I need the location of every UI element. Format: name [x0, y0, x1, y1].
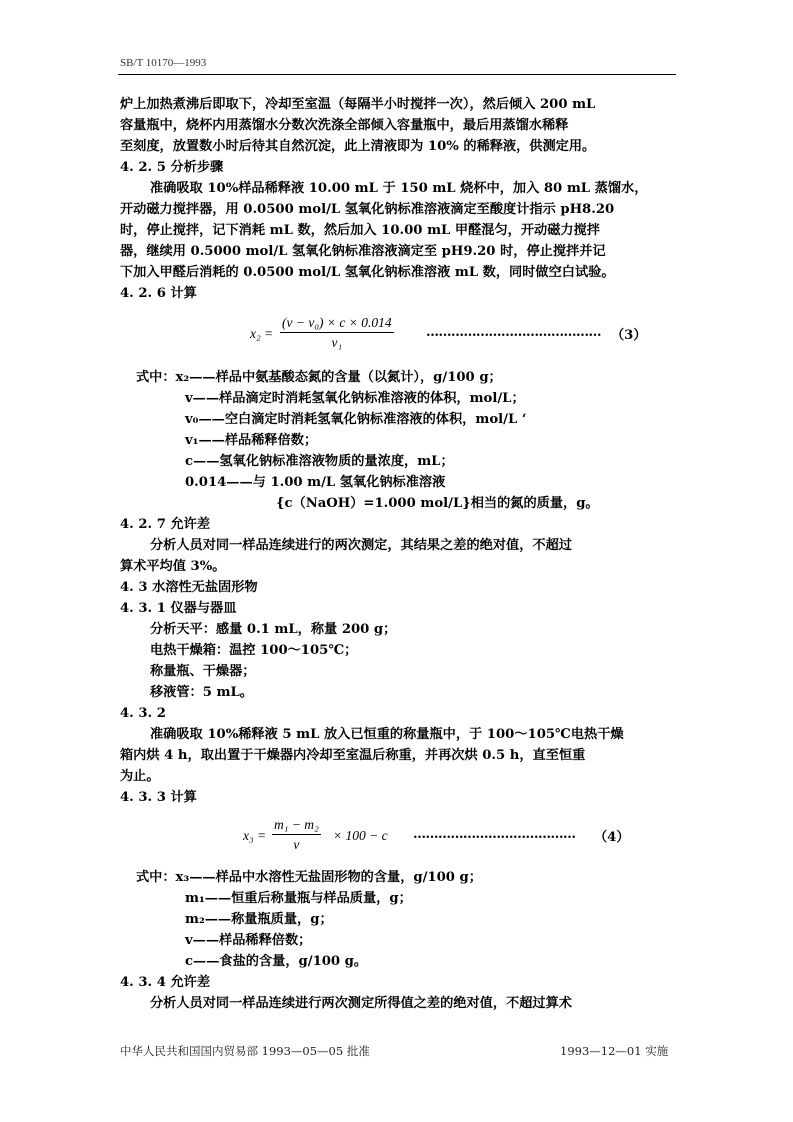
legend-line: m₂——称量瓶质量，g； — [185, 912, 333, 927]
formula-4-tail: × 100 − c — [333, 828, 388, 843]
text-line: 为止。 — [120, 769, 160, 784]
section-heading: 4. 3 水溶性无盐固形物 — [120, 580, 258, 595]
section-heading: 4. 3. 4 允许差 — [120, 975, 211, 990]
legend-line: c——氢氧化钠标准溶液物质的量浓度，mL； — [185, 454, 454, 469]
section-heading: 4. 2. 5 分析步骤 — [120, 160, 224, 175]
formula-4-denominator: v — [293, 837, 300, 852]
formula-3-number: （3） — [611, 328, 647, 343]
formula-3-denominator: v₁ — [331, 335, 343, 350]
text-line: 称量瓶、干燥器； — [150, 664, 256, 679]
legend-line: v——样品滴定时消耗氢氧化钠标准溶液的体积，mol/L； — [185, 391, 525, 406]
text-line: 器，继续用 0.5000 mol/L 氢氧化钠标准溶液滴定至 pH9.20 时，停止搅拌并记 — [120, 244, 606, 259]
header-rule — [118, 74, 676, 75]
text-line: 炉上加热煮沸后即取下，冷却至室温（每隔半小时搅拌一次），然后倾入 200 mL — [120, 97, 596, 112]
formula-4-numerator: m₁ − m₂ — [272, 817, 321, 835]
formula-3-fraction — [280, 315, 394, 351]
text-line: 电热干燥箱：温控 100～105℃； — [150, 643, 358, 658]
section-heading: 4. 2. 7 允许差 — [120, 517, 211, 532]
text-line: 至刻度，放置数小时后待其自然沉淀，此上清液即为 10% 的稀释液，供测定用。 — [120, 139, 596, 154]
text-line: 箱内烘 4 h，取出置于干燥器内冷却至室温后称重，并再次烘 0.5 h，直至恒重 — [120, 748, 586, 763]
legend-line: {c（NaOH）=1.000 mol/L}相当的氮的质量，g。 — [276, 496, 599, 511]
formula-4-fraction — [272, 817, 321, 853]
formula-3-leader-dots: …………………………………… — [426, 325, 601, 340]
section-heading: 4. 3. 1 仪器与器皿 — [120, 601, 237, 616]
section-heading: 4. 3. 3 计算 — [120, 790, 197, 805]
section-heading: 4. 2. 6 计算 — [120, 286, 197, 301]
text-line: 开动磁力搅拌器，用 0.0500 mol/L 氢氧化钠标准溶液滴定至酸度计指示 pH8.20 — [120, 202, 615, 217]
formula-4-number: （4） — [594, 830, 630, 845]
text-line: 分析人员对同一样品连续进行两次测定所得值之差的绝对值，不超过算术 — [150, 996, 572, 1011]
text-line: 下加入甲醛后消耗的 0.0500 mol/L 氢氧化钠标准溶液 mL 数，同时做空白试验。 — [120, 265, 615, 280]
approval-note: 中华人民共和国国内贸易部 1993—05—05 批准 — [120, 1044, 370, 1058]
legend-line: v₁——样品稀释倍数； — [185, 433, 318, 448]
text-line: 算术平均值 3%。 — [120, 559, 226, 574]
formula-4-leader-dots: ………………………………… — [413, 827, 576, 842]
legend-line: c——食盐的含量，g/100 g。 — [185, 954, 368, 969]
standard-code: SB/T 10170—1993 — [120, 57, 207, 69]
effective-date: 1993—12—01 实施 — [560, 1044, 669, 1058]
text-line: 时，停止搅拌，记下消耗 mL 数，然后加入 10.00 mL 甲醛混匀，开动磁力搅拌 — [120, 223, 600, 238]
formula-3-numerator: (v − v₀) × c × 0.014 — [280, 315, 394, 333]
legend-line: 0.014——与 1.00 m/L 氢氧化钠标准溶液 — [185, 475, 446, 490]
text-line: 准确吸取 10%稀释液 5 mL 放入已恒重的称量瓶中，于 100～105℃电热干燥 — [150, 727, 624, 742]
legend-line: 式中：x₃——样品中水溶性无盐固形物的含量，g/100 g； — [136, 870, 482, 885]
text-line: 容量瓶中，烧杯内用蒸馏水分数次洗涤全部倾入容量瓶中，最后用蒸馏水稀释 — [120, 118, 569, 133]
legend-line: v——样品稀释倍数； — [185, 933, 312, 948]
legend-line: m₁——恒重后称量瓶与样品质量，g； — [185, 891, 412, 906]
formula-3-lhs: x₂ = — [250, 326, 274, 341]
text-line: 准确吸取 10%样品稀释液 10.00 mL 于 150 mL 烧杯中，加入 80 mL 蒸馏水， — [150, 181, 648, 196]
text-line: 分析天平：感量 0.1 mL，称量 200 g； — [150, 622, 397, 637]
text-line: 移液管：5 mL。 — [150, 685, 253, 700]
legend-line: v₀——空白滴定时消耗氢氧化钠标准溶液的体积，mol/L ‘ — [185, 412, 527, 427]
section-heading: 4. 3. 2 — [120, 706, 166, 721]
formula-4-lhs: x₃ = — [243, 828, 267, 843]
legend-line: 式中：x₂——样品中氨基酸态氮的含量（以氮计），g/100 g； — [136, 370, 502, 385]
text-line: 分析人员对同一样品连续进行的两次测定，其结果之差的绝对值，不超过 — [150, 538, 572, 553]
